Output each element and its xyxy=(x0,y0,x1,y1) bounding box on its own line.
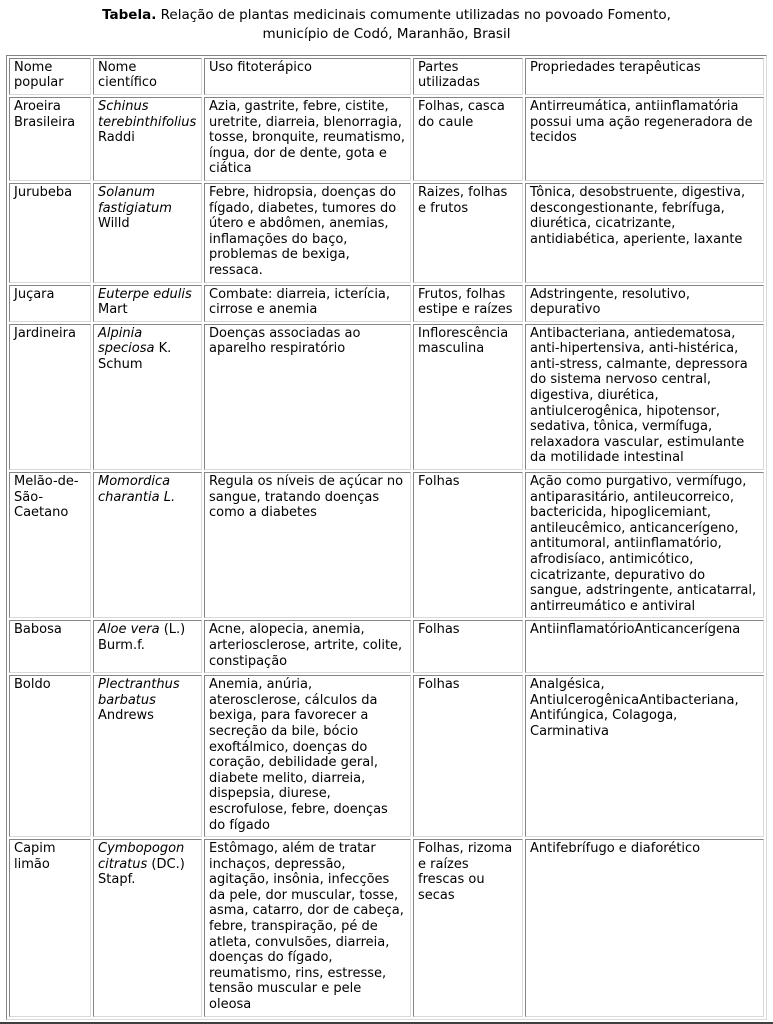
table-caption-line1: Relação de plantas medicinais comumente utilizadas no povoado Fomento, xyxy=(156,7,671,23)
table-caption-label: Tabela. xyxy=(102,7,157,23)
cell-propriedades-terapeuticas: Antirreumática, antiinflamatória possui uma ação regeneradora de tecidos xyxy=(525,97,764,181)
cell-uso-fitoterapico: Febre, hidropsia, doenças do fígado, diabetes, tumores do útero e abdômen, anemias, inflamações do baço, problemas de bexiga, ressaca. xyxy=(204,183,411,283)
cell-nome-popular: Juçara xyxy=(9,285,91,322)
header-nome-cientifico: Nome científico xyxy=(93,58,202,95)
cell-nome-cientifico xyxy=(93,472,202,618)
cell-partes-utilizadas: Frutos, folhas estipe e raízes xyxy=(413,285,523,322)
table-caption xyxy=(24,6,749,44)
cell-propriedades-terapeuticas: Analgésica, AntiulcerogênicaAntibacteriana, Antifúngica, Colagoga, Carminativa xyxy=(525,675,764,837)
cell-uso-fitoterapico: Anemia, anúria, aterosclerose, cálculos da bexiga, para favorecer a secreção da bile, bócio exoftálmico, doenças do coração, debilidade geral, diabete melito, diarreia, dispepsia, diurese, escrofulose, febre, doenças do fígado xyxy=(204,675,411,837)
cell-nome-popular: Babosa xyxy=(9,620,91,673)
cell-uso-fitoterapico: Combate: diarreia, icterícia, cirrose e anemia xyxy=(204,285,411,322)
table-row xyxy=(9,285,764,322)
table-row xyxy=(9,472,764,618)
cell-nome-popular: Aroeira Brasileira xyxy=(9,97,91,181)
cell-partes-utilizadas: Inflorescência masculina xyxy=(413,324,523,470)
scientific-name-author: Raddi xyxy=(98,130,135,146)
table-body xyxy=(9,97,764,1017)
table-row xyxy=(9,183,764,283)
cell-nome-cientifico xyxy=(93,183,202,283)
cell-uso-fitoterapico: Azia, gastrite, febre, cistite, uretrite, diarreia, blenorragia, tosse, bronquite, reumatismo, íngua, dor de dente, gota e ciática xyxy=(204,97,411,181)
scientific-name-author: Andrews xyxy=(98,708,154,724)
cell-nome-popular: Melão-de-São-Caetano xyxy=(9,472,91,618)
cell-uso-fitoterapico: Doenças associadas ao aparelho respiratório xyxy=(204,324,411,470)
table-row xyxy=(9,839,764,1017)
cell-propriedades-terapeuticas: AntiinflamatórioAnticancerígena xyxy=(525,620,764,673)
scientific-name-italic: Euterpe edulis xyxy=(98,286,192,302)
header-uso-fitoterapico: Uso fitoterápico xyxy=(204,58,411,95)
scientific-name-italic: Solanum fastigiatum xyxy=(98,184,172,216)
cell-uso-fitoterapico: Acne, alopecia, anemia, arteriosclerose, artrite, colite, constipação xyxy=(204,620,411,673)
cell-nome-popular: Jardineira xyxy=(9,324,91,470)
scientific-name-italic: Schinus terebinthifolius xyxy=(98,98,197,130)
cell-nome-cientifico xyxy=(93,285,202,322)
table-row xyxy=(9,97,764,181)
cell-partes-utilizadas: Folhas xyxy=(413,472,523,618)
cell-nome-cientifico xyxy=(93,97,202,181)
header-partes-utilizadas: Partes utilizadas xyxy=(413,58,523,95)
cell-nome-cientifico xyxy=(93,324,202,470)
cell-propriedades-terapeuticas: Tônica, desobstruente, digestiva, descongestionante, febrífuga, diurética, cicatrizante, antidiabética, aperiente, laxante xyxy=(525,183,764,283)
cell-propriedades-terapeuticas: Antifebrífugo e diaforético xyxy=(525,839,764,1017)
cell-propriedades-terapeuticas: Antibacteriana, antiedematosa, anti-hipertensiva, anti-histérica, anti-stress, calmante, depressora do sistema nervoso central, digestiva, diurética, antiulcerogênica, hipotensor, sedativa, tônica, vermífuga, relaxadora vascular, estimulante da motilidade intestinal xyxy=(525,324,764,470)
cell-uso-fitoterapico: Regula os níveis de açúcar no sangue, tratando doenças como a diabetes xyxy=(204,472,411,618)
table-row xyxy=(9,620,764,673)
cell-propriedades-terapeuticas: Ação como purgativo, vermífugo, antiparasitário, antileucorreico, bactericida, hipoglicemiant, antileucêmico, anticancerígeno, antitumoral, antiinflamatório, afrodisíaco, antimicótico, cicatrizante, depurativo do sangue, adstringente, anticatarral, antirreumático e antiviral xyxy=(525,472,764,618)
cell-partes-utilizadas: Folhas xyxy=(413,620,523,673)
cell-uso-fitoterapico: Estômago, além de tratar inchaços, depressão, agitação, insônia, infecções da pele, dor muscular, tosse, asma, catarro, dor de cabeça, febre, transpiração, pé de atleta, convulsões, diarreia, doenças do fígado, reumatismo, rins, estresse, tensão muscular e pele oleosa xyxy=(204,839,411,1017)
table-header-row xyxy=(9,58,764,95)
cell-partes-utilizadas: Raizes, folhas e frutos xyxy=(413,183,523,283)
table-row xyxy=(9,675,764,837)
scientific-name-author: Mart xyxy=(98,302,128,318)
cell-nome-cientifico xyxy=(93,620,202,673)
scientific-name-author: Willd xyxy=(98,216,130,232)
header-propriedades-terapeuticas: Propriedades terapêuticas xyxy=(525,58,764,95)
table-caption-line2: município de Codó, Maranhão, Brasil xyxy=(262,25,511,42)
scientific-name-author: K. Schum xyxy=(98,341,172,372)
cell-partes-utilizadas: Folhas xyxy=(413,675,523,837)
medicinal-plants-table xyxy=(6,55,767,1020)
scientific-name-author: (DC.) Stapf. xyxy=(98,856,185,888)
table-row xyxy=(9,324,764,470)
cell-partes-utilizadas: Folhas, casca do caule xyxy=(413,97,523,181)
cell-propriedades-terapeuticas: Adstringente, resolutivo, depurativo xyxy=(525,285,764,322)
cell-nome-popular: Capim limão xyxy=(9,839,91,1017)
header-nome-popular: Nome popular xyxy=(9,58,91,95)
cell-partes-utilizadas: Folhas, rizoma e raízes frescas ou secas xyxy=(413,839,523,1017)
scientific-name-italic: Alpinia speciosa xyxy=(98,325,155,357)
scientific-name-italic: Aloe vera xyxy=(98,622,160,638)
scientific-name-author: (L.) Burm.f. xyxy=(98,622,186,653)
scientific-name-italic: Plectranthus barbatus xyxy=(98,677,180,708)
cell-nome-popular: Boldo xyxy=(9,675,91,837)
cell-nome-cientifico xyxy=(93,839,202,1017)
cell-nome-popular: Jurubeba xyxy=(9,183,91,283)
bottom-rule xyxy=(0,1022,773,1024)
scientific-name-italic: Momordica charantia L. xyxy=(98,474,176,505)
scientific-name-italic: Cymbopogon citratus xyxy=(98,841,185,872)
cell-nome-cientifico xyxy=(93,675,202,837)
